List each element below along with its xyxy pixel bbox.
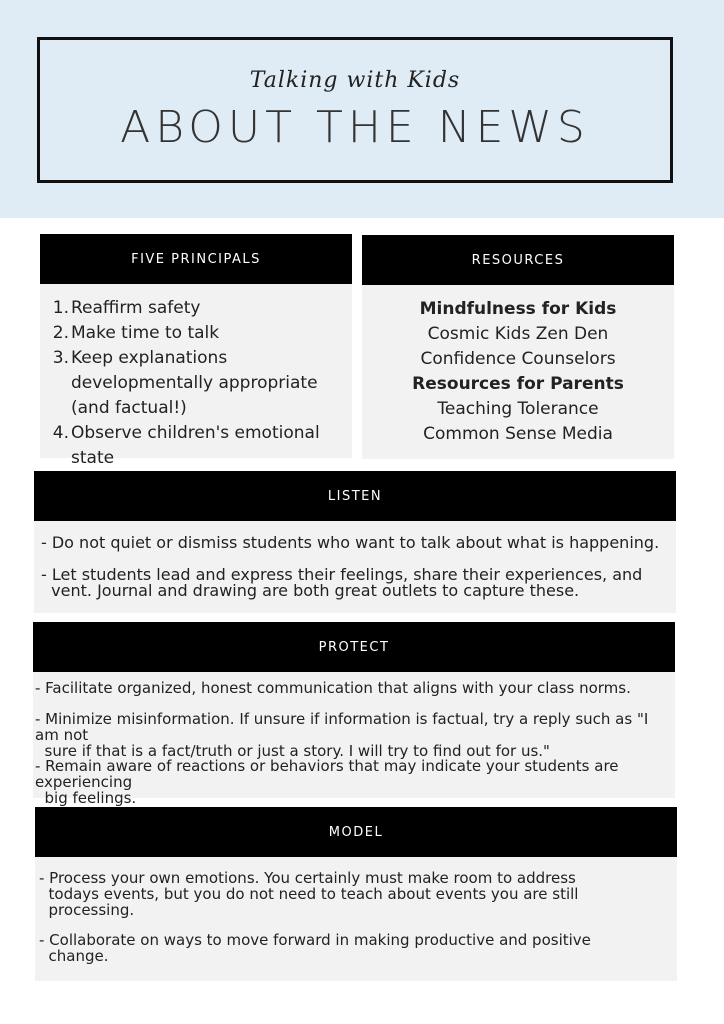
header-band [0, 0, 724, 218]
model-panel [35, 807, 677, 981]
list-item: 2. Make time to talk [52, 323, 220, 343]
principles-panel [40, 234, 352, 468]
list-item: 4. Observe children's emotional state [52, 423, 320, 468]
model-paragraph: - Process your own emotions. You certainly must make room to address todays events, but you do not need to teach about events you are still processing. [39, 869, 579, 919]
model-heading: MODEL [35, 807, 677, 857]
principles-list [52, 296, 348, 496]
page-title: ABOUT THE NEWS [120, 102, 590, 153]
resource-link[interactable]: Common Sense Media [423, 424, 613, 444]
protect-paragraph: - Remain aware of reactions or behaviors that may indicate your students are experiencing big feelings. [35, 757, 619, 807]
list-item: 1. Reaffirm safety [52, 298, 201, 318]
list-item: 3. Keep explanations developmentally appropriate (and factual!) [52, 348, 318, 418]
protect-paragraph: - Minimize misinformation. If unsure if information is factual, try a reply such as "I am not sure if that is a fact/truth or just a story. I will try to find out for us." [35, 710, 649, 760]
resources-list [362, 297, 674, 447]
resource-link[interactable]: Cosmic Kids Zen Den [427, 324, 609, 344]
resource-link[interactable]: Confidence Counselors [420, 349, 616, 369]
protect-paragraph: - Facilitate organized, honest communication that aligns with your class norms. [35, 679, 631, 697]
protect-heading: PROTECT [33, 622, 675, 672]
resource-link[interactable]: Teaching Tolerance [437, 399, 599, 419]
listen-paragraph: - Let students lead and express their feelings, share their experiences, and vent. Journal and drawing are both great outlets to capture these. [41, 565, 643, 600]
resources-panel [362, 235, 674, 459]
subtitle: Talking with Kids [249, 68, 461, 93]
protect-panel [33, 622, 675, 807]
listen-paragraph: - Do not quiet or dismiss students who want to talk about what is happening. [41, 533, 660, 552]
principles-heading: FIVE PRINCIPALS [40, 234, 352, 284]
listen-heading: LISTEN [34, 471, 676, 521]
model-paragraph: - Collaborate on ways to move forward in making productive and positive change. [39, 931, 591, 965]
resources-heading: RESOURCES [362, 235, 674, 285]
listen-panel [34, 471, 676, 613]
resource-group-title: Resources for Parents [412, 374, 624, 394]
title-box [37, 37, 673, 183]
resource-group-title: Mindfulness for Kids [419, 299, 617, 319]
